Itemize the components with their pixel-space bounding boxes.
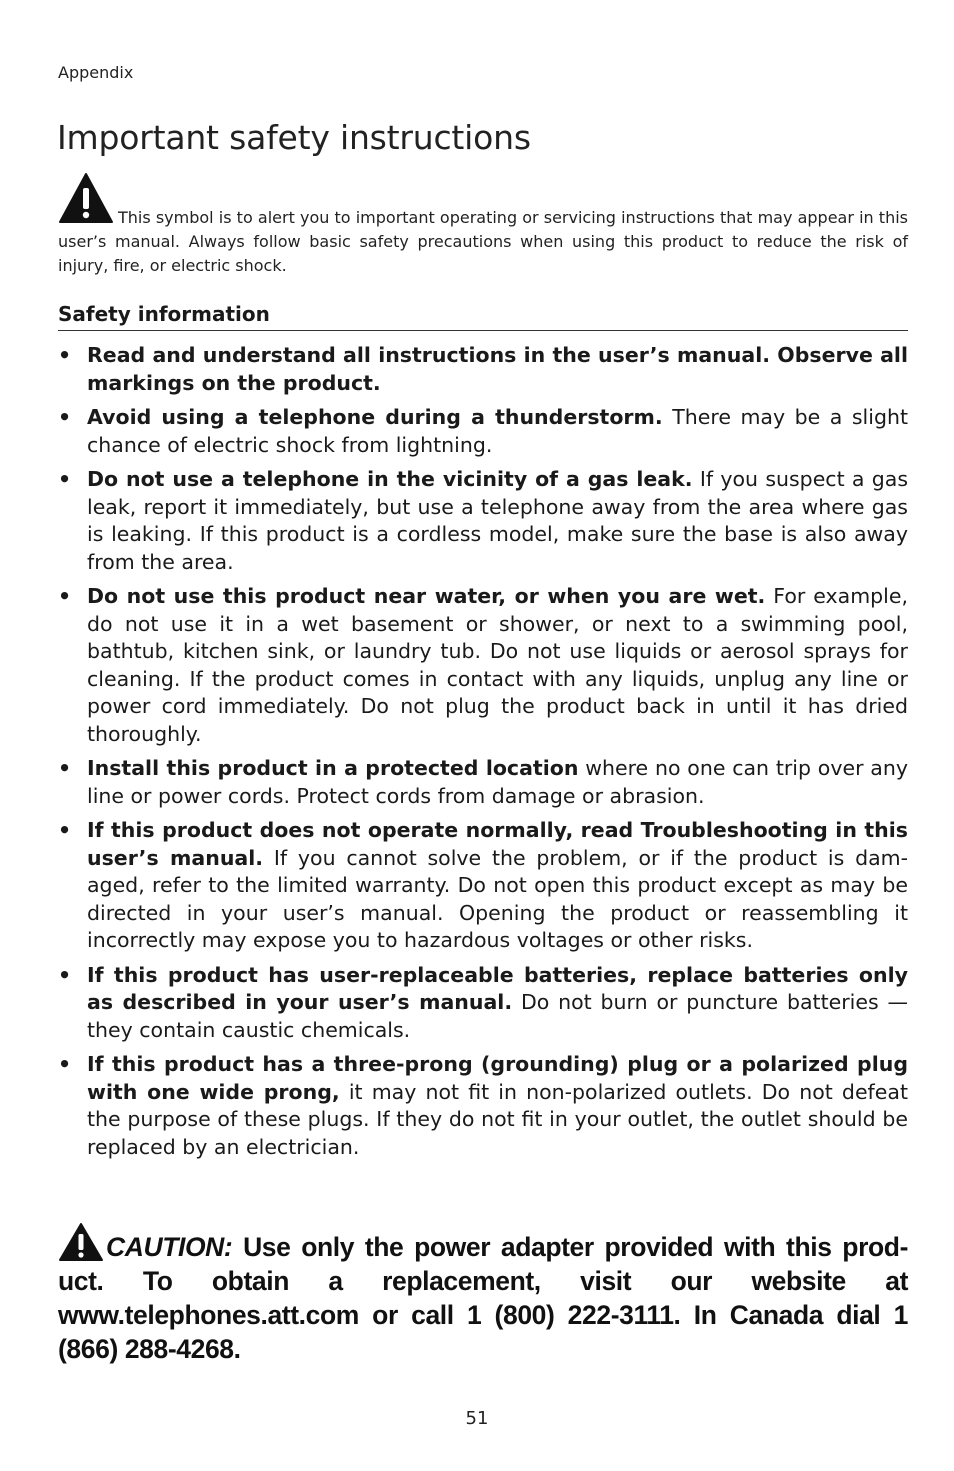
item-bold: Read and understand all instructions in the user’s manual. Observe all markings on the product. [87, 343, 908, 395]
item-bold: Do not use this product near water, or when you are wet. [87, 584, 766, 608]
bullet-icon: • [58, 756, 72, 780]
list-item [58, 466, 908, 576]
intro-paragraph [58, 170, 908, 278]
caution-label: CAUTION: [106, 1232, 233, 1262]
item-bold: If this product does not operate normally, read Troubleshooting in this user’s manual. [87, 818, 908, 870]
item-bold: If this product has a three-prong (grounding) plug or a polarized plug with one wide prong, [87, 1052, 908, 1104]
warning-triangle-icon [58, 1222, 104, 1262]
page-title: Important safety instructions [57, 118, 531, 157]
item-text: where no one can trip over any line or power cords. Protect cords from damage or abrasion. [87, 756, 908, 808]
intro-text: This symbol is to alert you to important operating or servicing instructions that may appear in this user’s manual. Always follow basic safety precautions when using this product to reduce the risk of injury, fire, or electric shock. [58, 208, 908, 275]
item-text: Do not burn or puncture batteries — they contain caustic chemicals. [87, 990, 908, 1042]
bullet-icon: • [58, 1052, 72, 1076]
list-item [58, 1051, 908, 1161]
bullet-icon: • [58, 584, 72, 608]
list-item [58, 583, 908, 748]
safety-information-heading: Safety information [58, 302, 908, 331]
item-text: If you cannot solve the problem, or if the product is dam-aged, refer to the limited warranty. Do not open this product except as may be directed in your user’s manual. Opening the product or reassembling it incorrectly may expose you to hazardous voltages or other risks. [87, 845, 909, 952]
item-bold: Install this product in a protected location [87, 756, 579, 780]
warning-triangle-icon [58, 172, 114, 224]
list-item [58, 817, 908, 955]
item-bold: If this product has user-replaceable batteries, replace batteries only as described in your user’s manual. [87, 962, 908, 1014]
bullet-icon: • [58, 467, 72, 491]
list-item [58, 342, 908, 397]
bullet-icon: • [58, 962, 72, 987]
safety-list [58, 342, 908, 1168]
list-item [58, 962, 908, 1045]
list-item [58, 755, 908, 810]
caution-text: Use only the power adapter provided with this prod-uct. To obtain a replacement, visit our website at www.telephones.att.com or call 1 (800) 222-3111. In Canada dial 1 (866) 288-4268. [58, 1232, 908, 1364]
item-bold: Do not use a telephone in the vicinity of a gas leak. [87, 467, 693, 491]
item-bold: Avoid using a telephone during a thunderstorm. [87, 405, 663, 429]
section-label: Appendix [58, 63, 134, 82]
item-text: it may not fit in non-polarized outlets. Do not defeat the purpose of these plugs. If they do not fit in your outlet, the outlet should be replaced by an electrician. [87, 1079, 908, 1159]
item-text: There may be a slight chance of electric shock from lightning. [87, 405, 908, 457]
page-number: 51 [465, 1408, 489, 1429]
item-text: For example, do not use it in a wet basement or shower, or next to a swimming pool, bathtub, kitchen sink, or laundry tub. Do not use liquids or aerosol sprays for cleaning. If the product comes in contact with any liquids, unplug any line or power cord immediately. Do not plug the product back in until it has dried thoroughly. [87, 584, 908, 746]
bullet-icon: • [58, 343, 72, 367]
bullet-icon: • [58, 405, 72, 429]
bullet-icon: • [58, 818, 72, 842]
item-text: If you suspect a gas leak, report it immediately, but use a telephone away from the area where gas is leaking. If this product is a cordless model, make sure the base is also away from the area. [87, 467, 908, 574]
list-item [58, 404, 908, 459]
caution-notice [58, 1222, 908, 1366]
